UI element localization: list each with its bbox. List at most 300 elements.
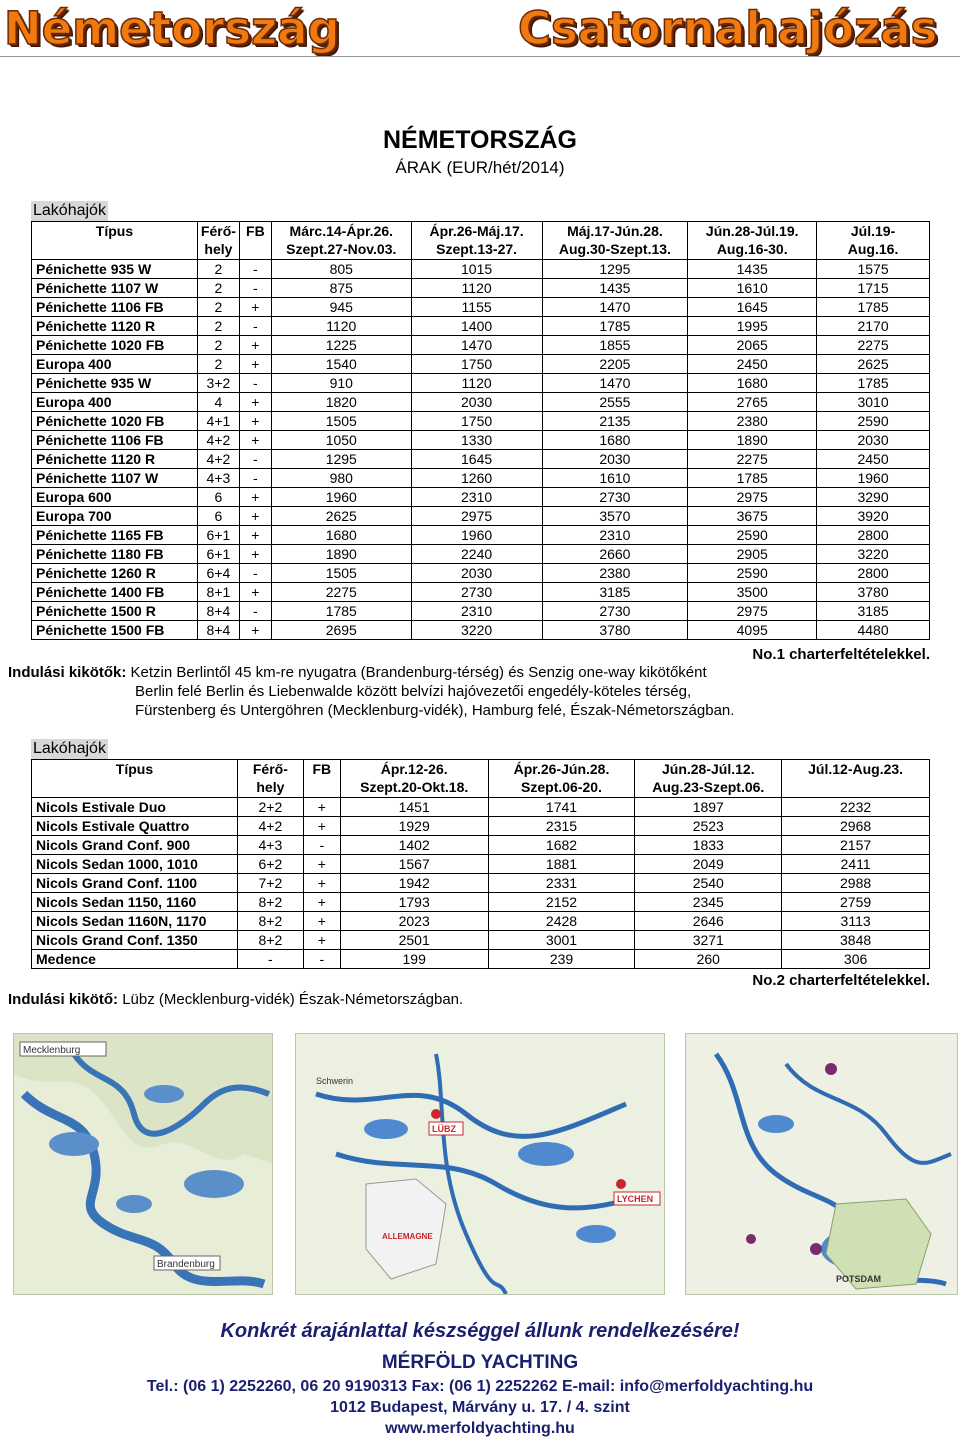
table-row <box>32 488 930 507</box>
flybridge-cell: + <box>239 488 271 507</box>
capacity-cell: 2 <box>197 298 239 317</box>
column-header: Típus <box>32 760 238 798</box>
column-header: Férő- hely <box>197 222 239 260</box>
price-cell: 1890 <box>688 431 817 450</box>
capacity-cell: 8+4 <box>197 621 239 640</box>
section1-ports <box>8 663 734 720</box>
banner-topic: Csatornahajózás <box>518 2 938 55</box>
price-cell: 2501 <box>340 931 488 950</box>
section2-label: Lakóhajók <box>33 740 106 757</box>
column-header: Típus <box>32 222 198 260</box>
price-cell: 2590 <box>688 564 817 583</box>
capacity-cell: 6 <box>197 488 239 507</box>
price-cell: 2232 <box>782 798 930 817</box>
price-cell: 1942 <box>340 874 488 893</box>
price-cell: 2205 <box>542 355 688 374</box>
price-cell: 945 <box>271 298 411 317</box>
price-cell: 2170 <box>817 317 930 336</box>
price-cell: 2345 <box>635 893 782 912</box>
price-cell: 1120 <box>271 317 411 336</box>
flybridge-cell: + <box>303 798 340 817</box>
price-cell: 1833 <box>635 836 782 855</box>
table-row <box>32 950 930 969</box>
flybridge-cell: - <box>239 564 271 583</box>
capacity-cell: 6+2 <box>237 855 303 874</box>
price-cell: 1785 <box>271 602 411 621</box>
boat-type-cell: Europa 600 <box>32 488 198 507</box>
flybridge-cell: - <box>239 317 271 336</box>
flybridge-cell: + <box>239 298 271 317</box>
table-row <box>32 317 930 336</box>
column-header: Ápr.26-Jún.28. Szept.06-20. <box>488 760 635 798</box>
table-row <box>32 583 930 602</box>
price-cell: 2275 <box>817 336 930 355</box>
table-row <box>32 412 930 431</box>
price-cell: 1680 <box>688 374 817 393</box>
flybridge-cell: + <box>303 874 340 893</box>
price-cell: 2049 <box>635 855 782 874</box>
price-cell: 3848 <box>782 931 930 950</box>
price-cell: 1470 <box>542 374 688 393</box>
price-cell: 239 <box>488 950 635 969</box>
price-cell: 910 <box>271 374 411 393</box>
price-cell: 2730 <box>411 583 542 602</box>
flybridge-cell: + <box>239 336 271 355</box>
table-row <box>32 621 930 640</box>
price-cell: 1785 <box>817 298 930 317</box>
table-row <box>32 912 930 931</box>
price-cell: 1015 <box>411 260 542 279</box>
boat-type-cell: Europa 700 <box>32 507 198 526</box>
flybridge-cell: + <box>239 507 271 526</box>
price-cell: 2030 <box>542 450 688 469</box>
column-header: Férő- hely <box>237 760 303 798</box>
price-cell: 2695 <box>271 621 411 640</box>
price-cell: 2625 <box>817 355 930 374</box>
footer-website[interactable]: www.merfoldyachting.hu <box>385 1420 575 1437</box>
footer-contact: Tel.: (06 1) 2252260, 06 20 9190313 Fax: (06 1) 2252262 E-mail: info@merfoldyachting.hu <box>146 1378 814 1395</box>
capacity-cell: 8+2 <box>237 912 303 931</box>
price-cell: 805 <box>271 260 411 279</box>
boat-type-cell: Pénichette 935 W <box>32 374 198 393</box>
table-row <box>32 431 930 450</box>
ports-text-2: Lübz (Mecklenburg-vidék) Észak-Németországban. <box>122 991 464 1008</box>
price-cell: 1929 <box>340 817 488 836</box>
boat-type-cell: Nicols Grand Conf. 1100 <box>32 874 238 893</box>
section1-note: No.1 charterfeltételekkel. <box>752 646 930 663</box>
price-cell: 1855 <box>542 336 688 355</box>
flybridge-cell: - <box>239 602 271 621</box>
price-cell: 306 <box>782 950 930 969</box>
flybridge-cell: + <box>239 355 271 374</box>
capacity-cell: 2 <box>197 317 239 336</box>
capacity-cell: 4+3 <box>197 469 239 488</box>
boat-type-cell: Pénichette 1020 FB <box>32 412 198 431</box>
price-cell: 1575 <box>817 260 930 279</box>
price-cell: 3780 <box>817 583 930 602</box>
flybridge-cell: + <box>239 412 271 431</box>
boat-type-cell: Pénichette 1500 FB <box>32 621 198 640</box>
price-cell: 1567 <box>340 855 488 874</box>
table-row <box>32 526 930 545</box>
price-cell: 3220 <box>411 621 542 640</box>
table-row <box>32 469 930 488</box>
header-banner <box>0 0 960 58</box>
price-cell: 1470 <box>411 336 542 355</box>
column-header: Márc.14-Ápr.26. Szept.27-Nov.03. <box>271 222 411 260</box>
price-cell: 1400 <box>411 317 542 336</box>
price-cell: 1995 <box>688 317 817 336</box>
price-cell: 3290 <box>817 488 930 507</box>
banner-country: Németország <box>4 2 340 55</box>
price-cell: 2152 <box>488 893 635 912</box>
price-cell: 2157 <box>782 836 930 855</box>
boat-type-cell: Pénichette 1107 W <box>32 469 198 488</box>
column-header: Máj.17-Jún.28. Aug.30-Szept.13. <box>542 222 688 260</box>
price-cell: 980 <box>271 469 411 488</box>
flybridge-cell: - <box>303 836 340 855</box>
price-cell: 2450 <box>688 355 817 374</box>
ports-label: Indulási kikötők: <box>8 664 127 681</box>
capacity-cell: 2 <box>197 260 239 279</box>
table-row <box>32 855 930 874</box>
table-row <box>32 355 930 374</box>
price-cell: 1120 <box>411 279 542 298</box>
flybridge-cell: + <box>303 817 340 836</box>
capacity-cell: 8+2 <box>237 931 303 950</box>
table-row <box>32 564 930 583</box>
price-cell: 2450 <box>817 450 930 469</box>
price-cell: 1793 <box>340 893 488 912</box>
flybridge-cell: + <box>303 893 340 912</box>
boat-type-cell: Pénichette 1165 FB <box>32 526 198 545</box>
price-cell: 2975 <box>688 602 817 621</box>
price-cell: 1715 <box>817 279 930 298</box>
boat-type-cell: Pénichette 1106 FB <box>32 431 198 450</box>
table-row <box>32 931 930 950</box>
boat-type-cell: Pénichette 1120 R <box>32 317 198 336</box>
section2-note: No.2 charterfeltételekkel. <box>752 972 930 989</box>
price-cell: 2030 <box>817 431 930 450</box>
price-cell: 1785 <box>542 317 688 336</box>
capacity-cell: 6+1 <box>197 526 239 545</box>
price-cell: 1750 <box>411 412 542 431</box>
flybridge-cell: + <box>303 931 340 950</box>
price-cell: 875 <box>271 279 411 298</box>
price-cell: 2428 <box>488 912 635 931</box>
capacity-cell: 2 <box>197 336 239 355</box>
boat-type-cell: Pénichette 1500 R <box>32 602 198 621</box>
table-row <box>32 450 930 469</box>
table-row <box>32 393 930 412</box>
price-cell: 1680 <box>542 431 688 450</box>
capacity-cell: 3+2 <box>197 374 239 393</box>
capacity-cell: 4+2 <box>197 431 239 450</box>
ports-line-2: Berlin felé Berlin és Liebenwalde között belvízi hajóvezetői engedély-köteles térség, <box>135 683 692 700</box>
price-cell: 3001 <box>488 931 635 950</box>
map-berlin-area <box>685 1033 958 1295</box>
price-cell: 1750 <box>411 355 542 374</box>
ports-line-3: Fürstenberg és Untergöhren (Mecklenburg-vidék), Hamburg felé, Észak-Németországban. <box>135 702 735 719</box>
price-cell: 3675 <box>688 507 817 526</box>
price-cell: 2411 <box>782 855 930 874</box>
price-cell: 199 <box>340 950 488 969</box>
price-cell: 1435 <box>542 279 688 298</box>
price-cell: 2800 <box>817 564 930 583</box>
capacity-cell: 6+1 <box>197 545 239 564</box>
footer-address: 1012 Budapest, Márvány u. 17. / 4. szint <box>330 1399 630 1416</box>
price-cell: 2730 <box>542 488 688 507</box>
price-cell: 2905 <box>688 545 817 564</box>
map-mecklenburg-brandenburg <box>13 1033 273 1295</box>
flybridge-cell: + <box>239 545 271 564</box>
capacity-cell: 2+2 <box>237 798 303 817</box>
price-cell: 1680 <box>271 526 411 545</box>
price-cell: 1645 <box>688 298 817 317</box>
price-cell: 3220 <box>817 545 930 564</box>
boat-type-cell: Nicols Estivale Quattro <box>32 817 238 836</box>
flybridge-cell: - <box>239 279 271 298</box>
capacity-cell: - <box>237 950 303 969</box>
price-cell: 1610 <box>688 279 817 298</box>
table-row <box>32 798 930 817</box>
section1-label: Lakóhajók <box>33 202 106 219</box>
price-cell: 1820 <box>271 393 411 412</box>
ports-line-1: Ketzin Berlintől 45 km-re nyugatra (Brandenburg-térség) és Senzig one-way kikötőként <box>130 664 707 681</box>
price-cell: 3185 <box>817 602 930 621</box>
flybridge-cell: - <box>239 469 271 488</box>
price-cell: 1785 <box>688 469 817 488</box>
price-cell: 1897 <box>635 798 782 817</box>
price-cell: 1610 <box>542 469 688 488</box>
flybridge-cell: + <box>239 431 271 450</box>
column-header: Ápr.12-26. Szept.20-Okt.18. <box>340 760 488 798</box>
price-cell: 3271 <box>635 931 782 950</box>
column-header: Jún.28-Júl.19. Aug.16-30. <box>688 222 817 260</box>
price-cell: 2030 <box>411 564 542 583</box>
boat-type-cell: Pénichette 1260 R <box>32 564 198 583</box>
price-cell: 1540 <box>271 355 411 374</box>
price-cell: 1330 <box>411 431 542 450</box>
table-row <box>32 545 930 564</box>
capacity-cell: 8+4 <box>197 602 239 621</box>
price-cell: 1505 <box>271 564 411 583</box>
boat-type-cell: Pénichette 1120 R <box>32 450 198 469</box>
table-row <box>32 507 930 526</box>
capacity-cell: 2 <box>197 355 239 374</box>
price-cell: 3780 <box>542 621 688 640</box>
price-cell: 1505 <box>271 412 411 431</box>
boat-type-cell: Europa 400 <box>32 355 198 374</box>
price-cell: 1890 <box>271 545 411 564</box>
table-row <box>32 893 930 912</box>
map3-label-potsdam: POTSDAM <box>836 1274 881 1284</box>
boat-type-cell: Nicols Sedan 1000, 1010 <box>32 855 238 874</box>
price-cell: 3920 <box>817 507 930 526</box>
price-cell: 3500 <box>688 583 817 602</box>
capacity-cell: 8+2 <box>237 893 303 912</box>
price-cell: 2759 <box>782 893 930 912</box>
price-cell: 2310 <box>411 488 542 507</box>
price-cell: 2065 <box>688 336 817 355</box>
price-cell: 2315 <box>488 817 635 836</box>
boat-type-cell: Nicols Grand Conf. 900 <box>32 836 238 855</box>
page-title: NÉMETORSZÁG <box>383 126 577 154</box>
price-cell: 2590 <box>688 526 817 545</box>
ports-label-2: Indulási kikötő: <box>8 991 119 1008</box>
price-cell: 260 <box>635 950 782 969</box>
price-table-1 <box>31 221 930 640</box>
capacity-cell: 7+2 <box>237 874 303 893</box>
price-cell: 2988 <box>782 874 930 893</box>
price-cell: 2540 <box>635 874 782 893</box>
price-cell: 2380 <box>542 564 688 583</box>
capacity-cell: 4+2 <box>197 450 239 469</box>
price-cell: 1260 <box>411 469 542 488</box>
flybridge-cell: + <box>303 912 340 931</box>
boat-type-cell: Pénichette 1180 FB <box>32 545 198 564</box>
table-row <box>32 817 930 836</box>
price-cell: 3010 <box>817 393 930 412</box>
price-cell: 2275 <box>688 450 817 469</box>
map1-label-mecklenburg: Mecklenburg <box>23 1045 81 1056</box>
price-cell: 2030 <box>411 393 542 412</box>
boat-type-cell: Pénichette 1020 FB <box>32 336 198 355</box>
boat-type-cell: Medence <box>32 950 238 969</box>
price-cell: 1741 <box>488 798 635 817</box>
price-cell: 1645 <box>411 450 542 469</box>
price-cell: 1155 <box>411 298 542 317</box>
price-cell: 2625 <box>271 507 411 526</box>
price-cell: 1435 <box>688 260 817 279</box>
capacity-cell: 6 <box>197 507 239 526</box>
price-cell: 1682 <box>488 836 635 855</box>
flybridge-cell: + <box>239 583 271 602</box>
price-cell: 2331 <box>488 874 635 893</box>
price-cell: 1295 <box>542 260 688 279</box>
price-cell: 2275 <box>271 583 411 602</box>
boat-type-cell: Pénichette 1106 FB <box>32 298 198 317</box>
table-row <box>32 602 930 621</box>
column-header: Jún.28-Júl.12. Aug.23-Szept.06. <box>635 760 782 798</box>
page-subtitle: ÁRAK (EUR/hét/2014) <box>395 158 565 177</box>
table-row <box>32 298 930 317</box>
price-table-2 <box>31 759 930 969</box>
table-row <box>32 336 930 355</box>
boat-type-cell: Nicols Estivale Duo <box>32 798 238 817</box>
price-cell: 2968 <box>782 817 930 836</box>
banner-divider <box>0 56 960 57</box>
boat-type-cell: Pénichette 1400 FB <box>32 583 198 602</box>
table-row <box>32 836 930 855</box>
price-cell: 1295 <box>271 450 411 469</box>
price-cell: 3113 <box>782 912 930 931</box>
price-cell: 1225 <box>271 336 411 355</box>
price-cell: 2975 <box>688 488 817 507</box>
price-cell: 2523 <box>635 817 782 836</box>
price-cell: 3570 <box>542 507 688 526</box>
price-cell: 2590 <box>817 412 930 431</box>
footer-tagline: Konkrét árajánlattal készséggel állunk rendelkezésére! <box>220 1320 740 1342</box>
column-header: FB <box>303 760 340 798</box>
table-row <box>32 374 930 393</box>
flybridge-cell: + <box>239 393 271 412</box>
column-header: Júl.12-Aug.23. <box>782 760 930 798</box>
price-cell: 1451 <box>340 798 488 817</box>
boat-type-cell: Europa 400 <box>32 393 198 412</box>
price-cell: 2135 <box>542 412 688 431</box>
price-cell: 1960 <box>411 526 542 545</box>
price-cell: 2660 <box>542 545 688 564</box>
capacity-cell: 4+2 <box>237 817 303 836</box>
table-row <box>32 874 930 893</box>
price-cell: 1050 <box>271 431 411 450</box>
price-cell: 2240 <box>411 545 542 564</box>
flybridge-cell: + <box>239 621 271 640</box>
capacity-cell: 4+3 <box>237 836 303 855</box>
flybridge-cell: - <box>239 374 271 393</box>
map1-label-brandenburg: Brandenburg <box>157 1259 215 1270</box>
price-cell: 4095 <box>688 621 817 640</box>
boat-type-cell: Pénichette 935 W <box>32 260 198 279</box>
map-north-germany <box>295 1033 665 1295</box>
price-cell: 1120 <box>411 374 542 393</box>
price-cell: 2310 <box>411 602 542 621</box>
price-cell: 2646 <box>635 912 782 931</box>
column-header: Júl.19- Aug.16. <box>817 222 930 260</box>
column-header: FB <box>239 222 271 260</box>
column-header: Ápr.26-Máj.17. Szept.13-27. <box>411 222 542 260</box>
price-cell: 1960 <box>817 469 930 488</box>
price-cell: 2310 <box>542 526 688 545</box>
price-cell: 4480 <box>817 621 930 640</box>
price-cell: 2765 <box>688 393 817 412</box>
capacity-cell: 8+1 <box>197 583 239 602</box>
table-row <box>32 260 930 279</box>
boat-type-cell: Nicols Sedan 1160N, 1170 <box>32 912 238 931</box>
map2-label-lubz: LÜBZ <box>432 1124 456 1134</box>
flybridge-cell: + <box>303 855 340 874</box>
flybridge-cell: - <box>239 450 271 469</box>
flybridge-cell: - <box>239 260 271 279</box>
price-cell: 1402 <box>340 836 488 855</box>
map2-label-lychen: LYCHEN <box>617 1194 654 1204</box>
boat-type-cell: Nicols Sedan 1150, 1160 <box>32 893 238 912</box>
table-row <box>32 279 930 298</box>
capacity-cell: 2 <box>197 279 239 298</box>
map2-label-allemagne: ALLEMAGNE <box>382 1232 433 1241</box>
boat-type-cell: Nicols Grand Conf. 1350 <box>32 931 238 950</box>
capacity-cell: 6+4 <box>197 564 239 583</box>
price-cell: 2975 <box>411 507 542 526</box>
flybridge-cell: + <box>239 526 271 545</box>
price-cell: 2555 <box>542 393 688 412</box>
price-cell: 1470 <box>542 298 688 317</box>
section2-ports <box>8 990 463 1009</box>
boat-type-cell: Pénichette 1107 W <box>32 279 198 298</box>
price-cell: 1881 <box>488 855 635 874</box>
price-cell: 2023 <box>340 912 488 931</box>
price-cell: 2800 <box>817 526 930 545</box>
price-cell: 1785 <box>817 374 930 393</box>
map2-label-schwerin: Schwerin <box>316 1076 354 1086</box>
price-cell: 1960 <box>271 488 411 507</box>
price-cell: 3185 <box>542 583 688 602</box>
capacity-cell: 4+1 <box>197 412 239 431</box>
footer-company: MÉRFÖLD YACHTING <box>381 1352 579 1373</box>
price-cell: 2380 <box>688 412 817 431</box>
flybridge-cell: - <box>303 950 340 969</box>
